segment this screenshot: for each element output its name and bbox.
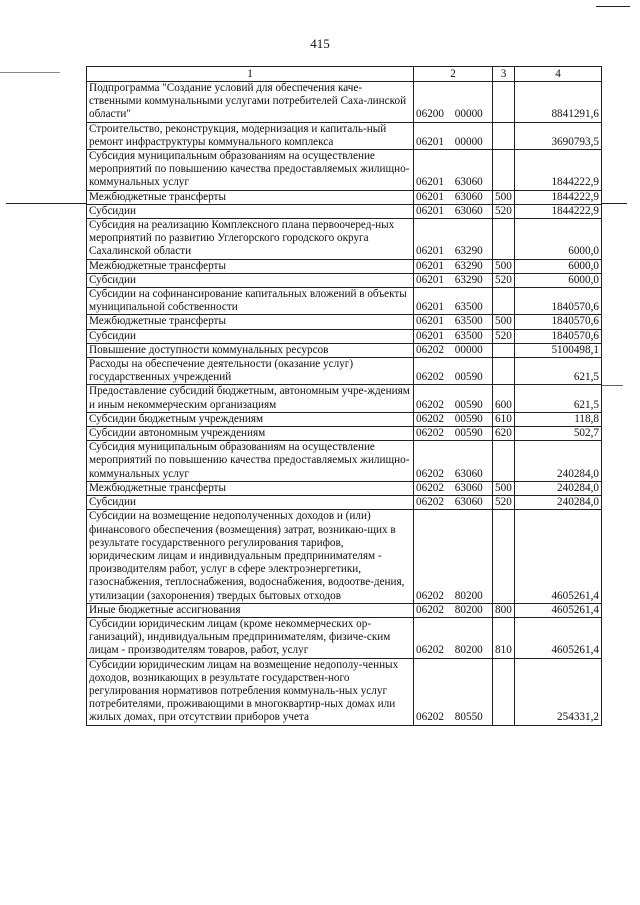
row-code (414, 617, 493, 658)
row-code-direction: 63500 (454, 329, 483, 342)
row-code-program: 06202 (416, 467, 444, 480)
row-sum: 6000,0 (515, 259, 602, 273)
row-expense-type: 500 (493, 190, 515, 204)
row-expense-type (493, 658, 515, 725)
row-code-program: 06201 (416, 204, 444, 217)
row-sum: 502,7 (515, 427, 602, 441)
row-code (414, 82, 493, 123)
row-name: Субсидия муниципальным образованиям на осуществление мероприятий по повышению качества предоставляемых жилищно-коммунальных услуг (87, 441, 414, 482)
row-expense-type (493, 343, 515, 357)
row-code-program: 06202 (416, 644, 444, 657)
row-expense-type: 520 (493, 204, 515, 218)
table-row (87, 273, 602, 287)
row-expense-type: 500 (493, 259, 515, 273)
row-expense-type (493, 219, 515, 260)
row-sum: 6000,0 (515, 219, 602, 260)
row-code-program: 06201 (416, 259, 444, 272)
row-expense-type: 620 (493, 427, 515, 441)
row-code (414, 315, 493, 329)
budget-table (86, 66, 602, 726)
row-expense-type: 610 (493, 412, 515, 426)
row-code (414, 358, 493, 385)
row-code (414, 385, 493, 412)
table-row (87, 617, 602, 658)
table-row (87, 603, 602, 617)
row-code (414, 329, 493, 343)
row-expense-type (493, 510, 515, 603)
row-sum: 4605261,4 (515, 603, 602, 617)
row-sum: 4605261,4 (515, 617, 602, 658)
row-name: Субсидии юридическим лицам на возмещение недополу-ченных доходов, возникающих в результате государствен-ного регулирования нормативов потребления коммуналь-ных услуг потребителями, проживающими в многоквартир-ных домах или жилых домах, при отсутствии приборов учета (87, 658, 414, 725)
row-sum: 621,5 (515, 358, 602, 385)
row-code-program: 06201 (416, 245, 444, 258)
table-row (87, 204, 602, 218)
row-code-direction: 00000 (454, 135, 483, 148)
table-row (87, 190, 602, 204)
scan-mark-right-mid (601, 203, 627, 204)
row-sum: 1844222,9 (515, 150, 602, 191)
row-code-program: 06202 (416, 371, 444, 384)
row-code-program: 06202 (416, 412, 444, 425)
row-code (414, 190, 493, 204)
row-code-direction: 63060 (454, 176, 483, 189)
row-code-direction: 63060 (454, 204, 483, 217)
row-expense-type: 520 (493, 273, 515, 287)
row-code (414, 273, 493, 287)
row-sum: 8841291,6 (515, 82, 602, 123)
row-code-direction: 63500 (454, 315, 483, 328)
row-sum: 3690793,5 (515, 122, 602, 149)
row-name: Субсидия муниципальным образованиям на осуществление мероприятий по повышению качества предоставляемых жилищно-коммунальных услуг (87, 150, 414, 191)
row-expense-type (493, 358, 515, 385)
scan-mark-left-top (0, 72, 60, 73)
page-number: 415 (310, 36, 330, 51)
row-sum: 1844222,9 (515, 204, 602, 218)
row-sum: 240284,0 (515, 496, 602, 510)
scan-mark-right-row (601, 385, 623, 386)
row-name: Субсидии (87, 204, 414, 218)
row-code-direction: 80200 (454, 589, 483, 602)
scan-mark-left-mid (6, 203, 86, 204)
row-code-direction: 63290 (454, 273, 483, 286)
row-expense-type: 810 (493, 617, 515, 658)
row-sum: 1840570,6 (515, 315, 602, 329)
table-row (87, 427, 602, 441)
table-row (87, 441, 602, 482)
row-name: Субсидии (87, 496, 414, 510)
row-name: Субсидия на реализацию Комплексного плана первоочеред-ных мероприятий по развитию Углегорского городского округа Сахалинской области (87, 219, 414, 260)
table-row (87, 315, 602, 329)
row-name: Повышение доступности коммунальных ресурсов (87, 343, 414, 357)
row-expense-type: 800 (493, 603, 515, 617)
table-row (87, 358, 602, 385)
row-code-program: 06200 (416, 108, 444, 121)
table-row (87, 288, 602, 315)
row-name: Субсидии автономным учреждениям (87, 427, 414, 441)
row-code (414, 343, 493, 357)
row-code (414, 122, 493, 149)
row-code-direction: 00590 (454, 427, 483, 440)
row-code-direction: 00590 (454, 371, 483, 384)
row-sum: 254331,2 (515, 658, 602, 725)
table-row (87, 481, 602, 495)
row-name: Субсидии юридическим лицам (кроме некоммерческих ор-ганизаций), индивидуальным предпринимателям, физиче-ским лицам - производителям товаров, работ, услуг (87, 617, 414, 658)
header-sum: 4 (515, 67, 602, 82)
row-code (414, 496, 493, 510)
row-code-direction: 63290 (454, 245, 483, 258)
row-code-direction: 00000 (454, 343, 483, 356)
row-expense-type: 500 (493, 315, 515, 329)
row-code-direction: 63060 (454, 190, 483, 203)
row-sum: 1840570,6 (515, 288, 602, 315)
row-code (414, 288, 493, 315)
row-name: Межбюджетные трансферты (87, 259, 414, 273)
row-sum: 240284,0 (515, 481, 602, 495)
row-code-program: 06201 (416, 135, 444, 148)
table-row (87, 122, 602, 149)
row-code-program: 06202 (416, 343, 444, 356)
scan-mark-top-right (596, 6, 630, 7)
row-code-program: 06201 (416, 176, 444, 189)
row-expense-type (493, 122, 515, 149)
row-expense-type (493, 150, 515, 191)
table-row (87, 658, 602, 725)
table-row (87, 82, 602, 123)
header-name: 1 (87, 67, 414, 82)
table-row (87, 329, 602, 343)
header-row (87, 67, 602, 82)
row-code-direction: 63290 (454, 259, 483, 272)
header-code: 2 (414, 67, 493, 82)
table-row (87, 385, 602, 412)
row-name: Межбюджетные трансферты (87, 481, 414, 495)
row-code-direction: 80550 (454, 711, 483, 724)
row-sum: 240284,0 (515, 441, 602, 482)
row-code-direction: 80200 (454, 644, 483, 657)
table-row (87, 510, 602, 603)
table-row (87, 496, 602, 510)
row-code (414, 427, 493, 441)
row-code-direction: 00590 (454, 412, 483, 425)
row-code-program: 06201 (416, 190, 444, 203)
row-name: Субсидии на возмещение недополученных доходов и (или) финансового обеспечения (возмещения) затрат, возникаю-щих в результате государственного регулирования тарифов, юридическим лицам и индивидуальным предпринимателям - производителям работ, услуг в сфере электроэнергетики, газоснабжения, теплоснабжения, водоснабжения, водоотве-дения, утилизации (захоронения) твердых бытовых отходов (87, 510, 414, 603)
row-code (414, 219, 493, 260)
row-code-direction: 63500 (454, 301, 483, 314)
row-code-direction: 63060 (454, 467, 483, 480)
header-type: 3 (493, 67, 515, 82)
table-row (87, 259, 602, 273)
row-code-direction: 80200 (454, 603, 483, 616)
row-name: Субсидии на софинансирование капитальных вложений в объекты муниципальной собственности (87, 288, 414, 315)
row-code-direction: 63060 (454, 496, 483, 509)
row-name: Субсидии бюджетным учреждениям (87, 412, 414, 426)
row-code (414, 259, 493, 273)
row-expense-type (493, 288, 515, 315)
row-expense-type: 600 (493, 385, 515, 412)
row-code (414, 481, 493, 495)
row-sum: 1840570,6 (515, 329, 602, 343)
table-row (87, 219, 602, 260)
row-code (414, 412, 493, 426)
row-code-program: 06201 (416, 301, 444, 314)
row-code-program: 06201 (416, 315, 444, 328)
row-code-program: 06202 (416, 427, 444, 440)
row-expense-type (493, 82, 515, 123)
row-name: Подпрограмма "Создание условий для обеспечения каче-ственными коммунальными услугами потребителей Саха-линской области" (87, 82, 414, 123)
row-sum: 5100498,1 (515, 343, 602, 357)
row-sum: 6000,0 (515, 273, 602, 287)
row-code-program: 06202 (416, 589, 444, 602)
row-name: Межбюджетные трансферты (87, 190, 414, 204)
row-sum: 4605261,4 (515, 510, 602, 603)
row-code-direction: 63060 (454, 481, 483, 494)
row-code-program: 06202 (416, 711, 444, 724)
row-code-program: 06202 (416, 398, 444, 411)
row-expense-type: 520 (493, 496, 515, 510)
row-name: Субсидии (87, 273, 414, 287)
row-expense-type: 500 (493, 481, 515, 495)
row-sum: 118,8 (515, 412, 602, 426)
row-code-direction: 00590 (454, 398, 483, 411)
row-name: Предоставление субсидий бюджетным, автономным учре-ждениям и иным некоммерческим организациям (87, 385, 414, 412)
row-name: Иные бюджетные ассигнования (87, 603, 414, 617)
row-code-program: 06202 (416, 496, 444, 509)
row-sum: 621,5 (515, 385, 602, 412)
row-code-program: 06202 (416, 603, 444, 616)
row-name: Межбюджетные трансферты (87, 315, 414, 329)
table-row (87, 412, 602, 426)
row-code-program: 06202 (416, 481, 444, 494)
row-code (414, 510, 493, 603)
row-expense-type: 520 (493, 329, 515, 343)
row-code (414, 150, 493, 191)
row-sum: 1844222,9 (515, 190, 602, 204)
row-name: Расходы на обеспечение деятельности (оказание услуг) государственных учреждений (87, 358, 414, 385)
table-row (87, 343, 602, 357)
table-row (87, 150, 602, 191)
row-expense-type (493, 441, 515, 482)
row-code (414, 603, 493, 617)
row-code-direction: 00000 (454, 108, 483, 121)
row-code (414, 441, 493, 482)
row-code-program: 06201 (416, 273, 444, 286)
row-name: Субсидии (87, 329, 414, 343)
row-name: Строительство, реконструкция, модернизация и капиталь-ный ремонт инфраструктуры коммунального комплекса (87, 122, 414, 149)
row-code (414, 658, 493, 725)
row-code (414, 204, 493, 218)
row-code-program: 06201 (416, 329, 444, 342)
